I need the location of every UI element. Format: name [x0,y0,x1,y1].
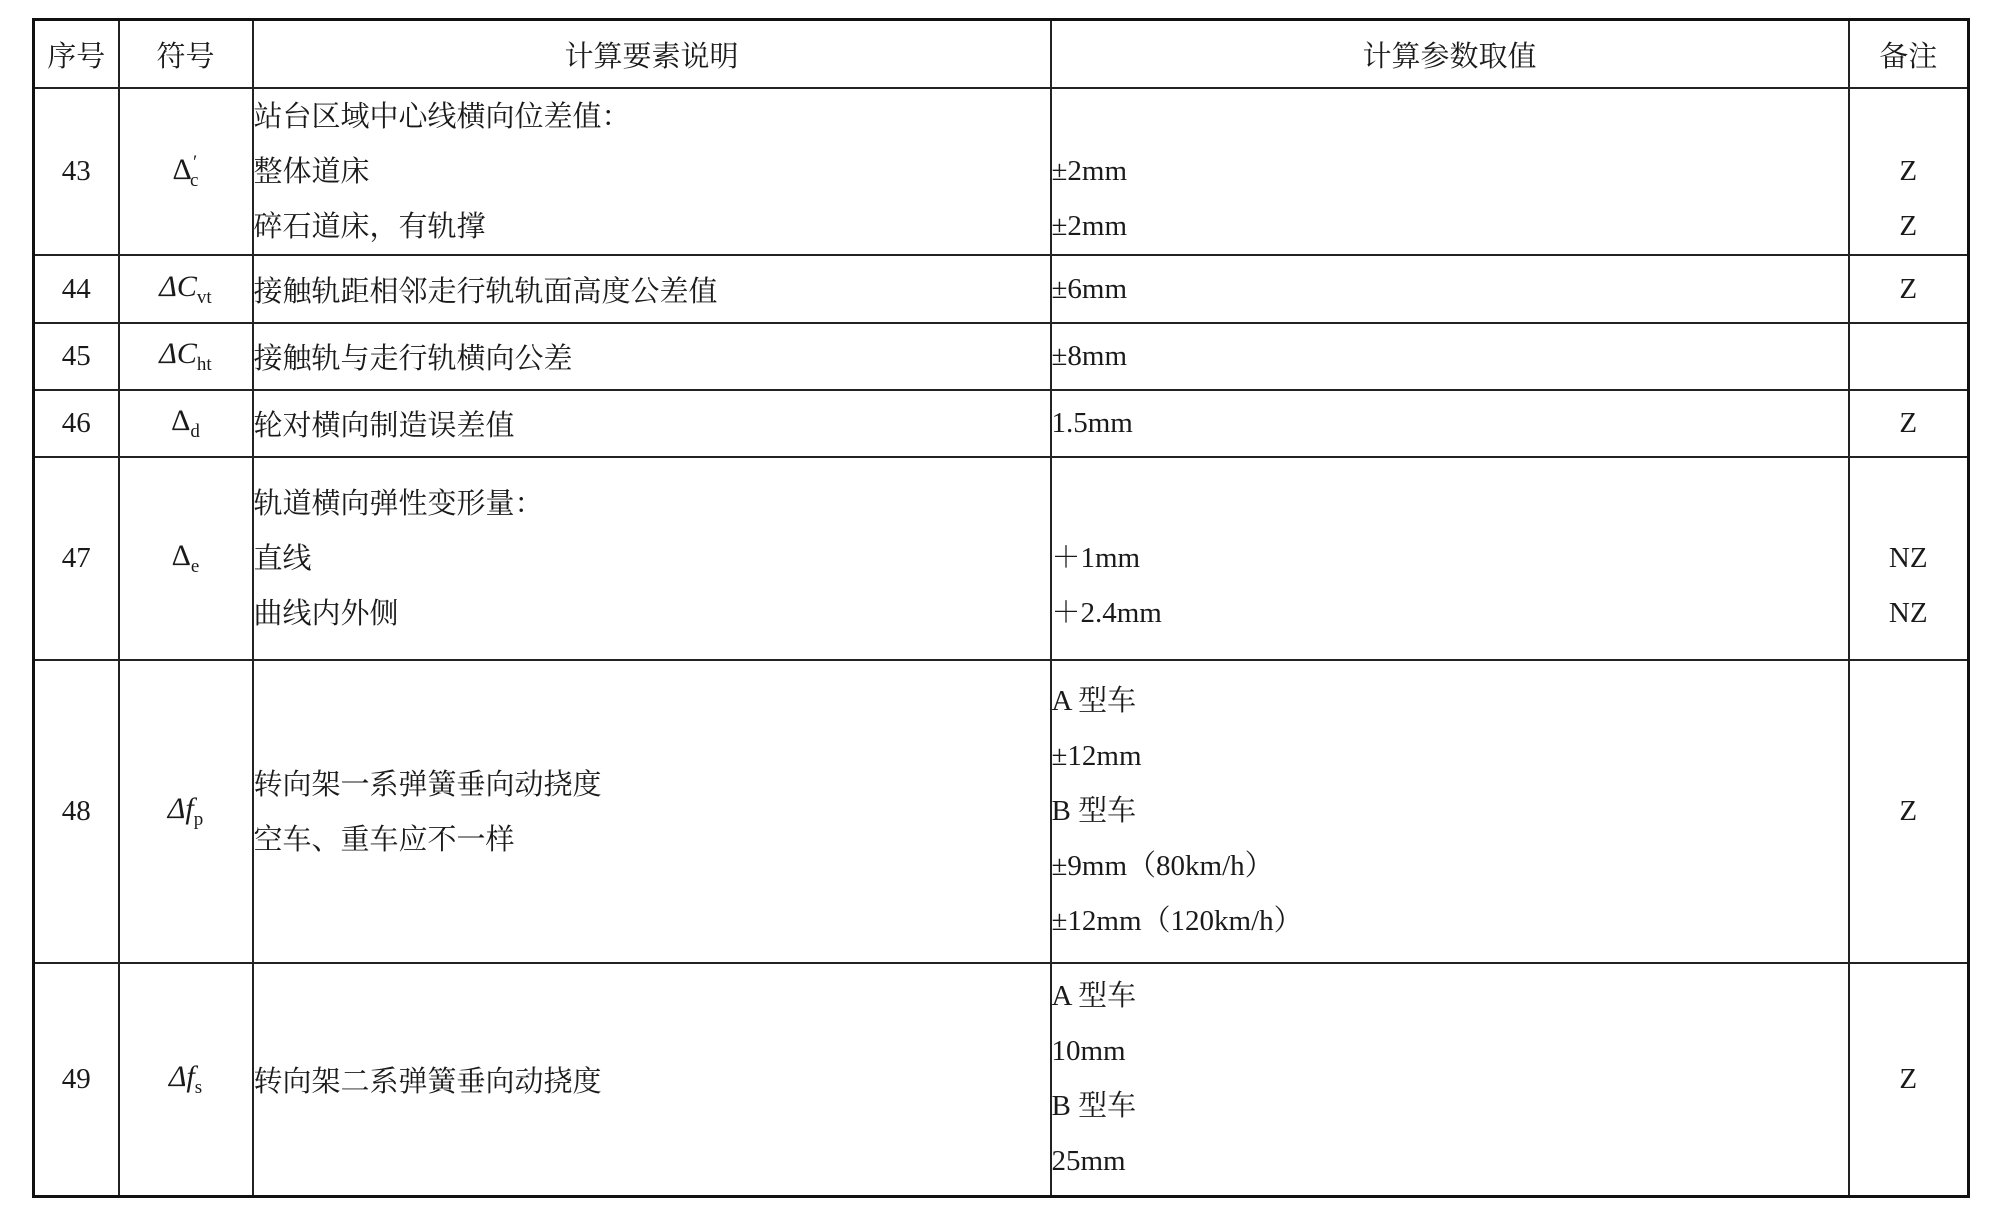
table-row [34,255,1969,323]
row-symbol: $\Delta_e$ [119,457,253,660]
table-row [34,963,1969,1196]
row-no: 48 [34,660,119,963]
row-symbol: $\Delta'_c$ [119,88,253,255]
remark-line: NZ [1888,597,1928,629]
header-remark: 备注 [1849,20,1969,89]
row-remark [1849,323,1969,390]
row-remark [1849,457,1969,660]
value-line: ＋2.4mm [1051,597,1162,629]
remark-line: Z [1899,210,1918,242]
desc-line: 直线 [253,541,312,575]
row-description: 轮对横向制造误差值 [253,390,1051,457]
desc-line: 转向架一系弹簧垂向动挠度 [253,766,602,801]
row-no: 47 [34,457,119,660]
table-row [34,323,1969,390]
value-line: ±9mm（80km/h） [1051,850,1274,882]
row-no: 46 [34,390,119,457]
row-value [1051,963,1849,1196]
parameter-table [32,18,1970,1198]
row-remark: Z [1849,660,1969,963]
remark-line [1850,476,1968,531]
row-no: 49 [34,963,119,1196]
value-line: ±12mm（120km/h） [1051,905,1303,937]
desc-line: 碎石道床，有轨撑 [253,209,486,243]
desc-line: 曲线内外侧 [253,596,399,630]
row-value: ±8mm [1051,323,1849,390]
desc-line: 轨道横向弹性变形量： [253,486,544,520]
row-no: 43 [34,88,119,255]
row-remark: Z [1849,390,1969,457]
header-symbol: 符号 [119,20,253,89]
row-value [1051,660,1849,963]
row-description: 接触轨距相邻走行轨轨面高度公差值 [253,255,1051,323]
value-line: ＋1mm [1051,542,1141,574]
table-row [34,457,1969,660]
row-description: 接触轨与走行轨横向公差 [253,323,1051,390]
row-description [253,88,1051,255]
row-symbol: $\Delta f_p$ [119,660,253,963]
value-line: 10mm [1051,1035,1126,1068]
document-page [32,18,1970,1198]
desc-line: 空车、重车应不一样 [253,821,515,856]
header-value: 计算参数取值 [1051,20,1849,89]
value-line [1052,89,1848,144]
row-symbol: $\Delta f_s$ [119,963,253,1196]
desc-line: 整体道床 [253,154,370,188]
row-no: 45 [34,323,119,390]
row-value [1051,88,1849,255]
value-line: 25mm [1051,1145,1126,1178]
row-no: 44 [34,255,119,323]
value-line: B 型车 [1051,1090,1137,1123]
row-symbol: $\Delta C_{ht}$ [119,323,253,390]
remark-line [1850,89,1968,144]
row-value [1051,457,1849,660]
value-line: A 型车 [1051,980,1137,1013]
row-symbol: $\Delta_d$ [119,390,253,457]
header-desc: 计算要素说明 [253,20,1051,89]
row-remark: Z [1849,963,1969,1196]
row-remark [1849,88,1969,255]
row-symbol: $\Delta C_{vt}$ [119,255,253,323]
row-remark: Z [1849,255,1969,323]
row-description [253,660,1051,963]
row-value: ±6mm [1051,255,1849,323]
header-no: 序号 [34,20,119,89]
row-description: 转向架二系弹簧垂向动挠度 [253,963,1051,1196]
desc-line: 站台区域中心线横向位差值： [253,99,631,133]
value-line: A 型车 [1051,685,1137,717]
remark-line: Z [1899,155,1918,187]
value-line: B 型车 [1051,795,1137,827]
table-header-row [34,20,1969,89]
value-line: ±2mm [1051,155,1128,187]
value-line: ±2mm [1051,210,1128,242]
table-row [34,390,1969,457]
remark-line: NZ [1888,542,1928,574]
value-line: ±12mm [1051,740,1142,772]
table-row [34,660,1969,963]
value-line [1052,476,1848,531]
table-row [34,88,1969,255]
row-value: 1.5mm [1051,390,1849,457]
row-description [253,457,1051,660]
